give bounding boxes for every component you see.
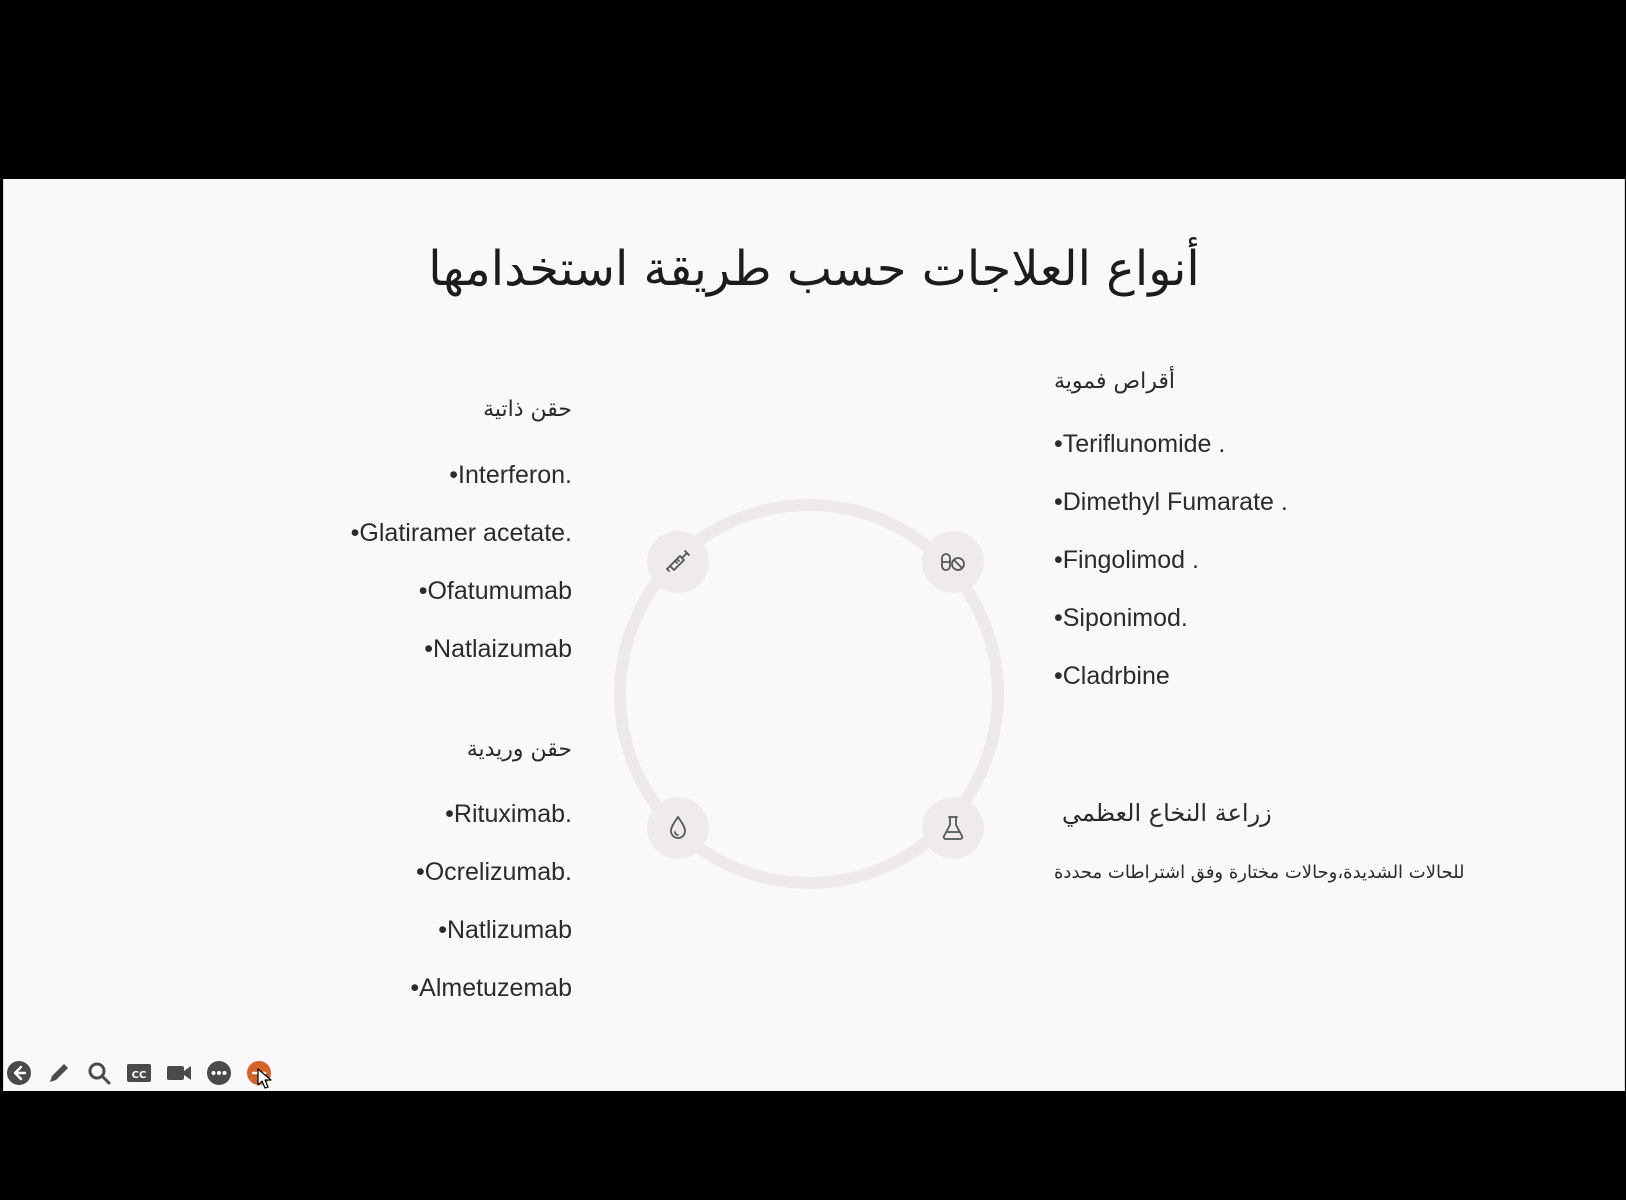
list-item: •Ocrelizumab. xyxy=(415,858,572,886)
oral-tablets-list xyxy=(1054,429,1288,719)
list-item: •Natlaizumab xyxy=(424,635,572,663)
drop-icon xyxy=(663,813,693,843)
list-item: •Interferon. xyxy=(449,461,572,489)
pills-node xyxy=(922,531,984,593)
flask-icon xyxy=(938,813,968,843)
list-item: •Siponimod. xyxy=(1054,604,1188,632)
list-item: •Fingolimod . xyxy=(1054,546,1199,574)
pen-icon xyxy=(45,1059,73,1087)
back-icon xyxy=(5,1059,33,1087)
heading-self-injection: حقن ذاتية xyxy=(483,397,572,422)
more-icon xyxy=(205,1059,233,1087)
more-button[interactable] xyxy=(204,1058,234,1088)
back-button[interactable] xyxy=(4,1058,34,1088)
heading-oral-tablets: أقراص فموية xyxy=(1054,369,1175,394)
pills-icon xyxy=(938,547,968,577)
presentation-toolbar xyxy=(4,1057,274,1089)
list-item: •Glatiramer acetate. xyxy=(350,519,572,547)
presentation-slide xyxy=(3,179,1625,1091)
list-item: •Cladrbine xyxy=(1054,662,1170,690)
list-item: •Rituximab. xyxy=(445,800,572,828)
video-button[interactable] xyxy=(164,1058,194,1088)
list-item: •Ofatumumab xyxy=(418,577,572,605)
captions-icon xyxy=(125,1059,153,1087)
pen-button[interactable] xyxy=(44,1058,74,1088)
list-item: •Natlizumab xyxy=(438,916,572,944)
self-injection-list xyxy=(351,460,572,692)
iv-injection-list xyxy=(410,799,572,1031)
mouse-cursor-icon xyxy=(257,1068,273,1090)
syringe-node xyxy=(647,531,709,593)
zoom-button[interactable] xyxy=(84,1058,114,1088)
video-icon xyxy=(165,1059,193,1087)
slide-title: أنواع العلاجات حسب طريقة استخدامها xyxy=(428,241,1200,297)
syringe-icon xyxy=(663,547,693,577)
bone-marrow-note: للحالات الشديدة،وحالات مختارة وفق اشتراطات محددة xyxy=(1054,862,1465,883)
list-item: •Dimethyl Fumarate . xyxy=(1054,488,1288,516)
flask-node xyxy=(922,797,984,859)
captions-button[interactable] xyxy=(124,1058,154,1088)
list-item: •Teriflunomide . xyxy=(1054,430,1226,458)
heading-bone-marrow: زراعة النخاع العظمي xyxy=(1062,799,1272,827)
list-item: •Almetuzemab xyxy=(410,974,572,1002)
drop-node xyxy=(647,797,709,859)
zoom-icon xyxy=(85,1059,113,1087)
captions-label: CC xyxy=(131,1070,147,1081)
heading-iv-injection: حقن وريدية xyxy=(466,737,572,762)
